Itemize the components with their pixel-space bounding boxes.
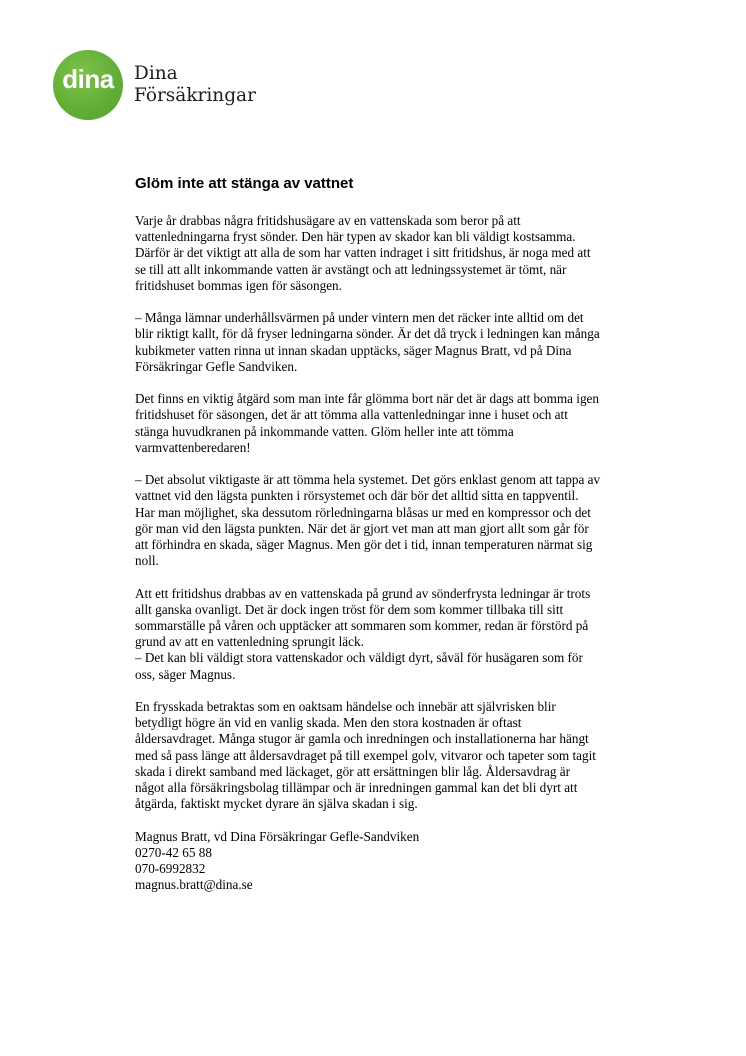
paragraph-4: – Det absolut viktigaste är att tömma hela systemet. Det görs enklast genom att tappa av vattnet vid den lägsta punkten i rörsystemet och där bör det alltid sitta en tappventil. Har man möjlighet, ska dessutom rörledningarna blåsas ur med en kompressor och det gör man vid den lägsta punkten. När det är gjort vet man att man gjort allt som går för att förhindra en skada, säger Magnus. Men gör det i tid, innan temperaturen närmat sig noll.: [135, 472, 601, 569]
contact-block: Magnus Bratt, vd Dina Försäkringar Gefle-Sandviken 0270-42 65 88 070-6992832 magnus.bratt@dina.se: [135, 828, 420, 893]
paragraph-2: – Många lämnar underhållsvärmen på under vintern men det räcker inte alltid om det blir riktigt kallt, för då fryser ledningarna sönder. Är det då tryck i ledningen kan många kubikmeter vatten rinna ut innan skadan upptäcks, säger Magnus Bratt, vd på Dina Försäkringar Gefle Sandviken.: [135, 310, 600, 374]
brand-line-2: Försäkringar: [134, 85, 256, 106]
dina-logo: [53, 50, 123, 120]
paragraph-5: Att ett fritidshus drabbas av en vattenskada på grund av sönderfrysta ledningar är trots allt ganska ovanligt. Det är dock ingen tröst för dem som kommer tillbaka till sitt sommarställe på våren och upptäcker att sommaren som kommer, redan är förstörd på grund av att en vattenledning sprungit läck. – Det kan bli väldigt stora vattenskador och väldigt dyrt, såväl för husägaren som för oss, säger Magnus.: [135, 585, 591, 682]
document-body: [135, 213, 675, 893]
paragraph-6: En frysskada betraktas som en oaktsam händelse och innebär att självrisken blir betydligt högre än vid en vanlig skada. Men den stora kostnaden är oftast åldersavdraget. Många stugor är gamla och inredningen och installationerna har hängt med så pass länge att åldersavdraget på till exempel golv, vitvaror och tapeter som tagit skada i direkt samband med läckaget, gör att ersättningen blir låg. Åldersavdrag är något alla försäkringsbolag tillämpar och är inredningen gammal kan det bli dyrt att åtgärda, faktiskt mycket dyrare än själva skadan i sig.: [135, 699, 596, 812]
brand-name: [134, 63, 256, 107]
brand-line-1: Dina: [134, 63, 178, 84]
paragraph-1: Varje år drabbas några fritidshusägare av en vattenskada som beror på att vattenledningarna fryst sönder. Den här typen av skador kan bli väldigt kostsamma. Därför är det viktigt att alla de som har vatten indraget i sitt fritidshus, är noga med att se till att allt inkommande vatten är avstängt och att ledningssystemet är tömt, när fritidshuset bommas igen för säsongen.: [135, 213, 591, 293]
paragraph-3: Det finns en viktig åtgärd som man inte får glömma bort när det är dags att bomma igen fritidshuset för säsongen, det är att tömma alla vattenledningar inne i huset och att stänga huvudkranen på inkommande vatten. Glöm heller inte att tömma varmvattenberedaren!: [135, 391, 600, 455]
document-title: Glöm inte att stänga av vattnet: [135, 175, 354, 192]
logo-mark-text: dina: [62, 64, 114, 94]
